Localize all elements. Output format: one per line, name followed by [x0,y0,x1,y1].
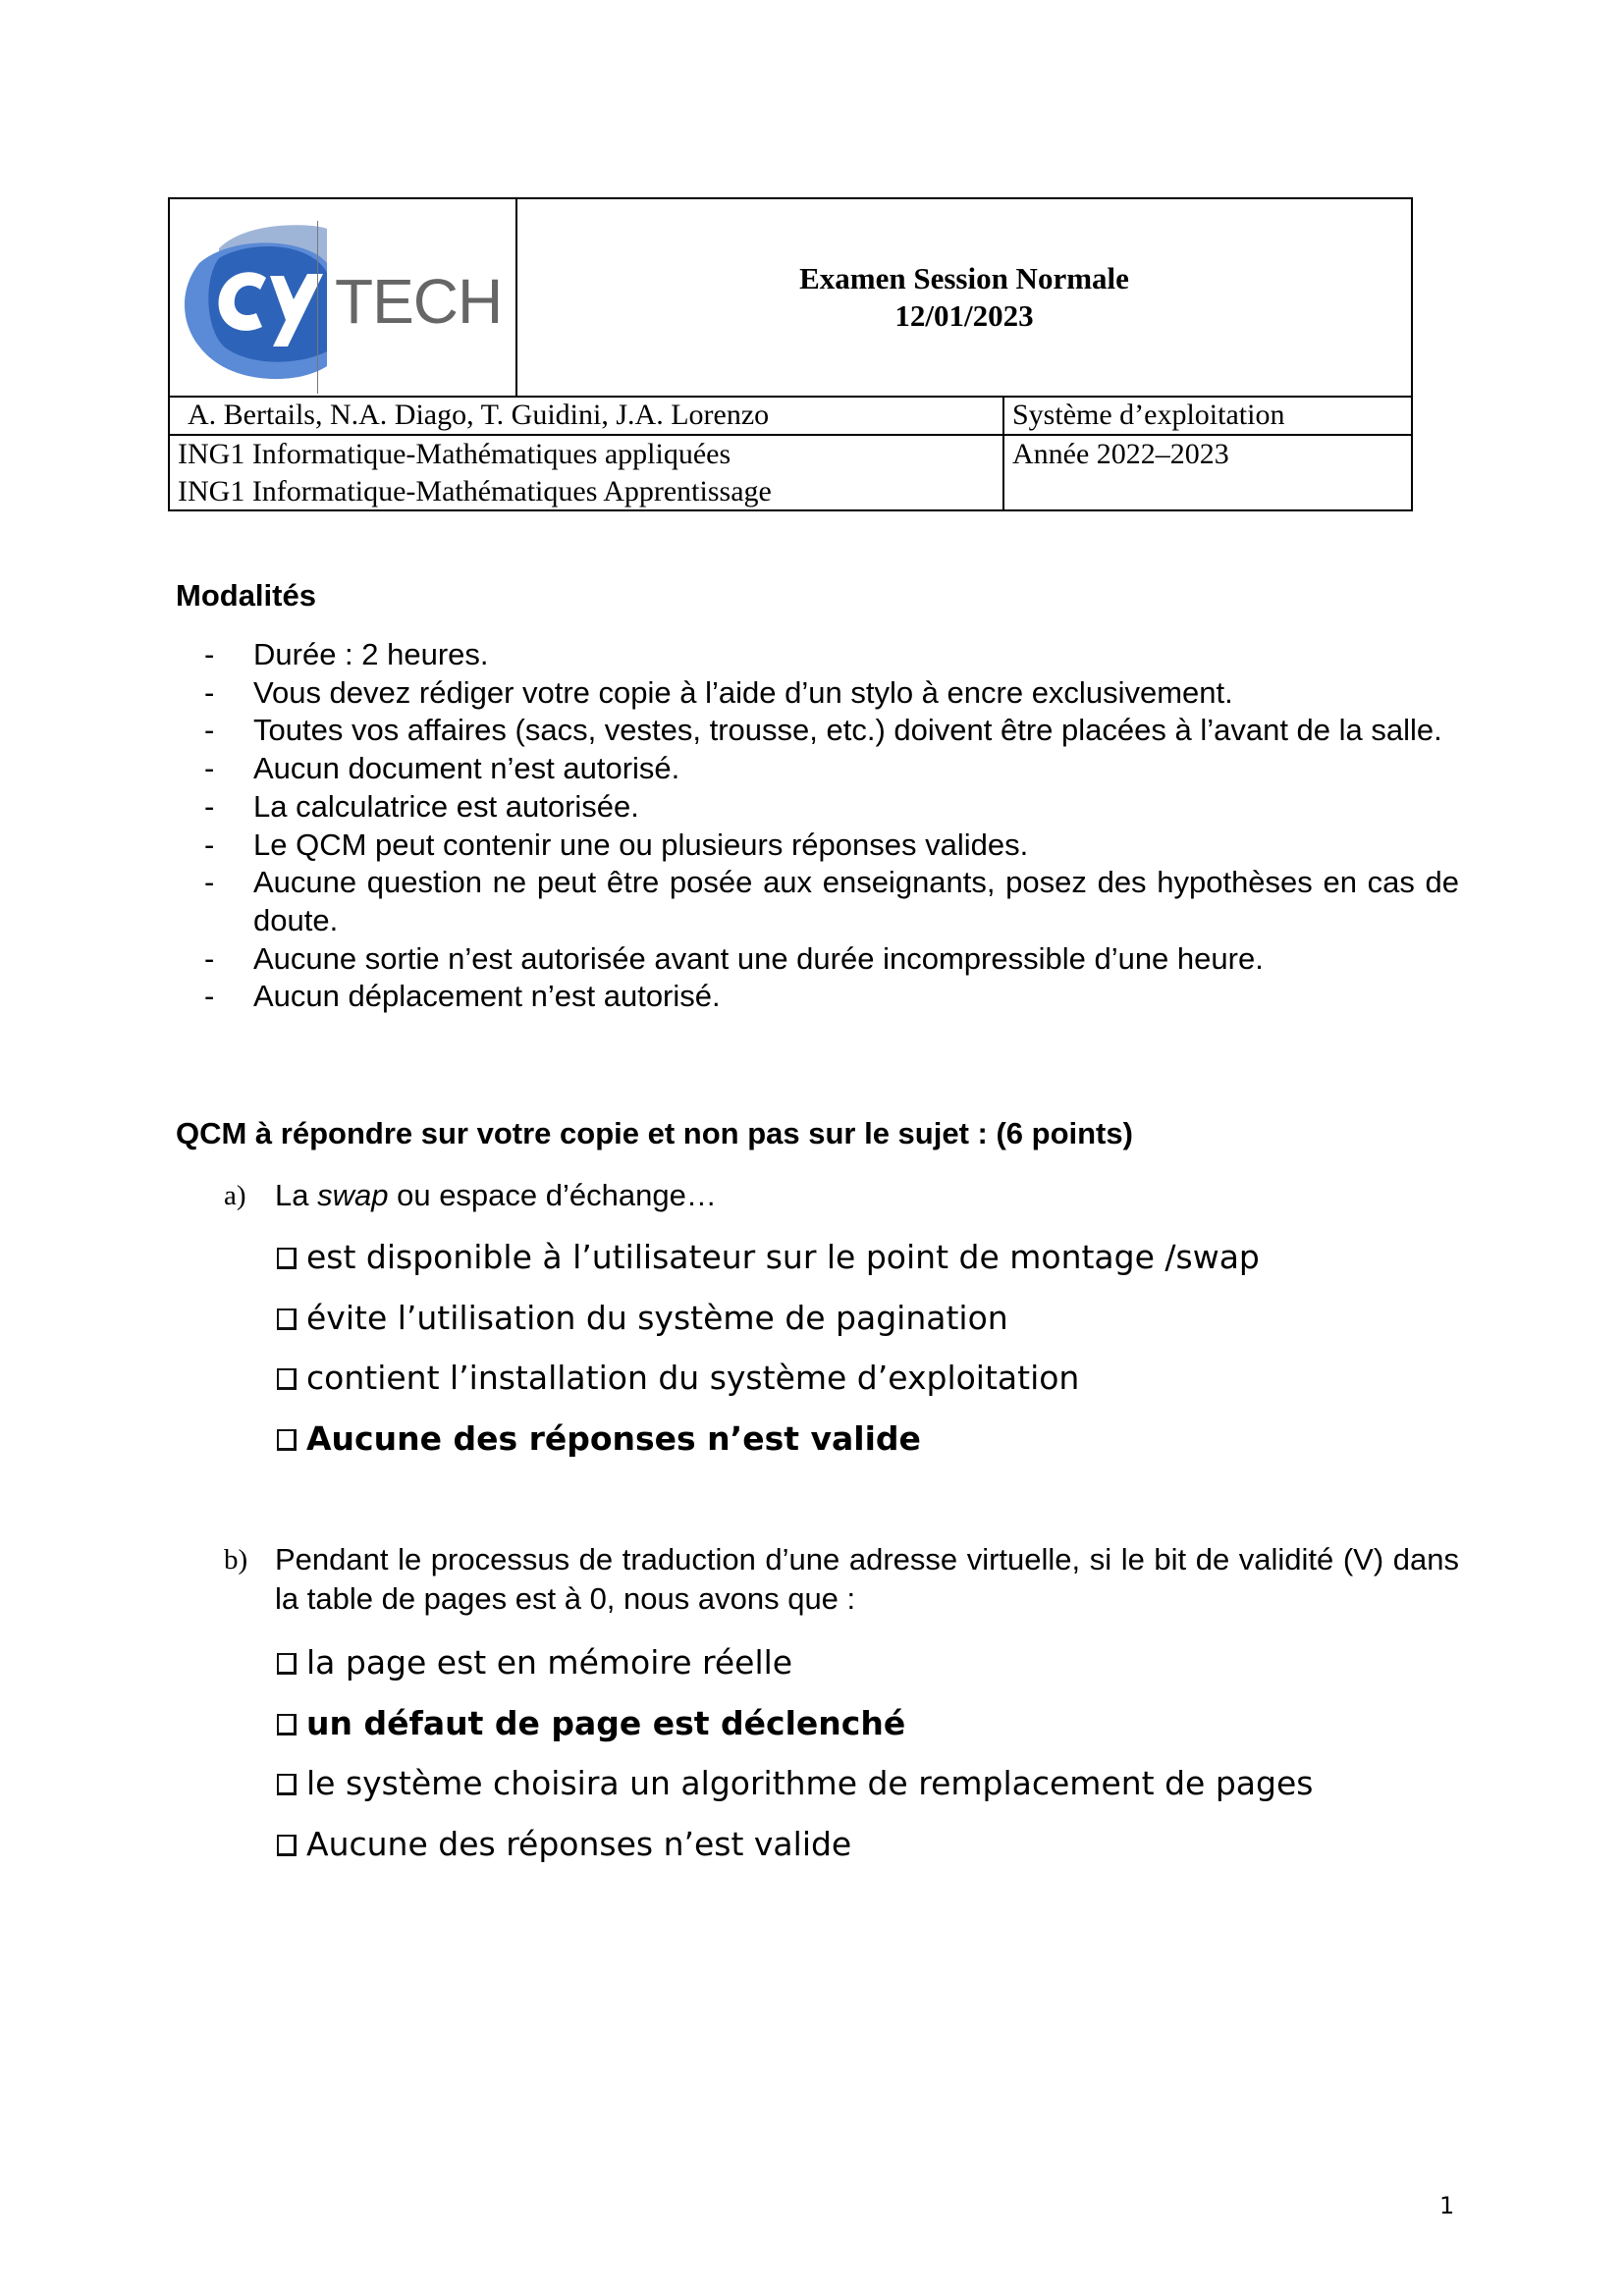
header-row-title [170,199,1411,398]
question-b [224,1540,1459,1619]
answer-option[interactable]: est disponible à l’utilisateur sur le point de montage /swap [275,1238,1260,1299]
question-b-options [275,1643,1313,1885]
header-row-authors [170,396,1411,436]
bullet-dash: - [204,865,215,900]
rule-item: - Aucune question ne peut être posée aux enseignants, posez des hypothèses en cas de doute. [204,865,1459,937]
header-row-programs [170,436,1411,509]
question-label: b) [224,1544,248,1575]
bullet-dash: - [204,940,215,976]
question-text: La swap ou espace d’échange… [275,1178,717,1212]
answer-option[interactable]: Aucune des réponses n’est valide [275,1419,1260,1480]
modalites-list [200,636,1459,1016]
rule-item: - Vous devez rédiger votre copie à l’aide d’un stylo à encre exclusivement. [200,674,1459,713]
program-line: ING1 Informatique-Mathématiques Apprentissage [178,475,772,507]
checkbox-icon[interactable] [277,1774,297,1795]
answer-option[interactable]: Aucune des réponses n’est valide [275,1825,1313,1886]
bullet-dash: - [204,713,215,748]
question-a [224,1176,1459,1215]
rule-item: - Aucun document n’est autorisé. [200,750,1459,788]
question-label: a) [224,1180,246,1211]
answer-option[interactable]: contient l’installation du système d’exploitation [275,1359,1260,1419]
authors: A. Bertails, N.A. Diago, T. Guidini, J.A. Lorenzo [170,396,1004,434]
answer-option[interactable]: la page est en mémoire réelle [275,1643,1313,1704]
answer-option[interactable]: évite l’utilisation du système de pagination [275,1299,1260,1360]
academic-year: Année 2022–2023 [1012,438,1229,470]
checkbox-icon[interactable] [277,1368,297,1390]
rule-item: - La calculatrice est autorisée. [200,788,1459,827]
answer-option[interactable]: le système choisira un algorithme de remplacement de pages [275,1764,1313,1825]
rule-item: - Toutes vos affaires (sacs, vestes, trousse, etc.) doivent être placées à l’avant de la salle. [200,712,1459,750]
qcm-heading: QCM à répondre sur votre copie et non pas sur le sujet : (6 points) [176,1116,1133,1150]
bullet-dash: - [204,979,215,1014]
rule-item: - Aucun déplacement n’est autorisé. [200,978,1459,1016]
programs [170,436,1004,509]
bullet-dash: - [204,637,215,671]
checkbox-icon[interactable] [277,1714,297,1735]
course-name: Système d’exploitation [1012,399,1285,431]
checkbox-icon[interactable] [277,1308,297,1330]
rule-item: - Aucune sortie n’est autorisée avant une durée incompressible d’une heure. [200,940,1459,979]
header-table [168,197,1413,511]
checkbox-icon[interactable] [277,1248,297,1269]
rule-item: - Durée : 2 heures. [200,636,1459,674]
bullet-dash: - [204,751,215,786]
logo-divider [317,221,318,394]
question-text: Pendant le processus de traduction d’une adresse virtuelle, si le bit de validité (V) dans la table de pages est à 0, nous avons que : [275,1542,1459,1616]
question-a-options [275,1238,1260,1479]
answer-option[interactable]: un défaut de page est déclenché [275,1704,1313,1765]
logo-text: TECH [335,266,503,337]
exam-title: Examen Session Normale [799,261,1129,295]
checkbox-icon[interactable] [277,1653,297,1675]
checkbox-icon[interactable] [277,1835,297,1856]
bullet-dash: - [204,788,215,824]
bullet-dash: - [204,674,215,710]
page-number: 1 [1439,2192,1455,2219]
exam-date: 12/01/2023 [894,298,1034,333]
exam-title-cell [517,199,1411,396]
bullet-dash: - [204,827,215,862]
rule-item: - Le QCM peut contenir une ou plusieurs réponses valides. [200,827,1459,865]
checkbox-icon[interactable] [277,1429,297,1451]
cy-tech-logo-icon [180,219,327,381]
program-line: ING1 Informatique-Mathématiques appliquées [178,438,731,470]
modalites-heading: Modalités [176,578,316,613]
logo-cell [170,199,517,396]
